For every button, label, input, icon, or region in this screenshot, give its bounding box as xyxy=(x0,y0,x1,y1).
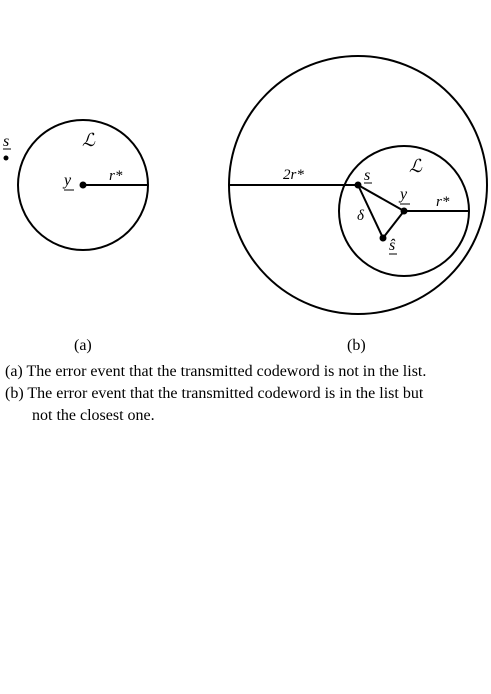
transmitted-point-a xyxy=(4,156,9,161)
label-delta-b: δ xyxy=(357,208,364,224)
caption-a: (a) The error event that the transmitted codeword is not in the list. xyxy=(5,363,427,380)
panel-label-a: (a) xyxy=(74,337,92,354)
diagram-b xyxy=(229,56,487,354)
label-L-a: ℒ xyxy=(82,130,95,150)
caption-b-line1: (b) The error event that the transmitted codeword is in the list but xyxy=(5,385,424,402)
caption-b-line2: not the closest one. xyxy=(32,407,155,424)
received-point-a xyxy=(80,182,87,189)
edge-shat-y xyxy=(383,211,404,238)
label-r-a: r* xyxy=(109,168,123,184)
panel-label-b: (b) xyxy=(347,337,366,354)
transmitted-point-b xyxy=(355,182,362,189)
received-point-b xyxy=(401,208,408,215)
diagram-a xyxy=(3,120,148,354)
label-s-b: s xyxy=(364,167,371,184)
label-L-b: ℒ xyxy=(409,156,422,176)
decoded-point-b xyxy=(380,235,387,242)
label-2r-b: 2r* xyxy=(283,167,304,183)
label-y-a: y xyxy=(64,172,72,189)
label-shat-b: ŝ xyxy=(389,237,396,254)
label-s-a: s xyxy=(3,133,10,150)
label-y-b: y xyxy=(400,186,408,203)
label-r-b: r* xyxy=(436,194,450,210)
